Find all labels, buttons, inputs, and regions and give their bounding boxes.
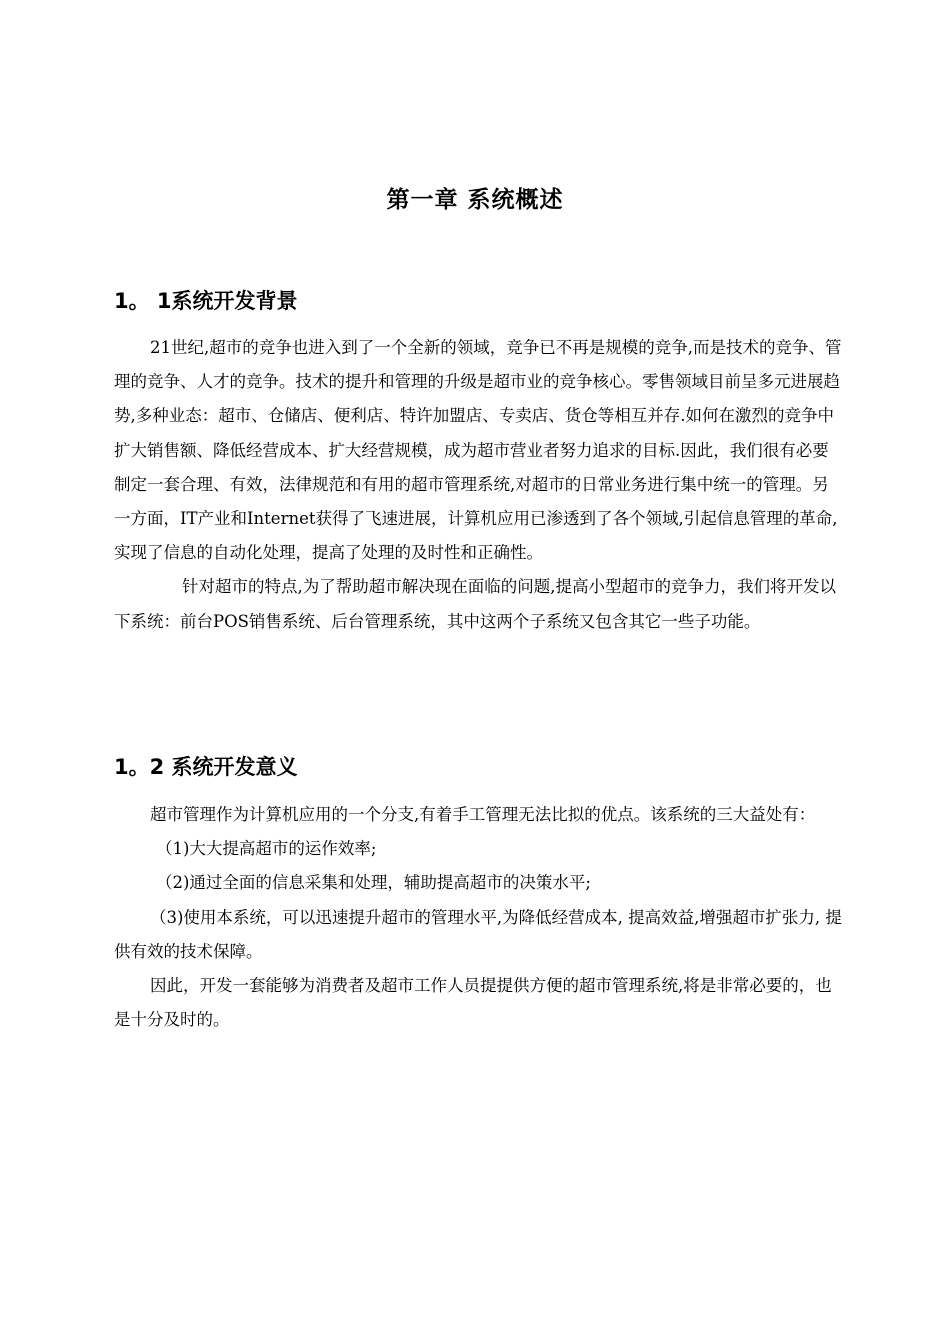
section-heading-background: 1。 1系统开发背景 (114, 289, 298, 313)
section-background-body (114, 331, 844, 639)
benefit-item: （3)使用本系统，可以迅速提升超市的管理水平,为降低经营成本, 提高效益,增强超市扩张力, 提供有效的技术保障。 (114, 907, 842, 961)
background-paragraph: 21世纪,超市的竞争也进入到了一个全新的领域，竞争已不再是规模的竞争,而是技术的竞争、管理的竞争、人才的竞争。技术的提升和管理的升级是超市业的竞争核心。零售领域目前呈多元进展趋势,多种业态：超市、仓储店、便利店、特许加盟店、专卖店、货仓等相互并存.如何在激烈的竞争中扩大销售额、降低经营成本、扩大经营规模，成为超市营业者努力追求的目标.因此，我们很有必要制定一套合理、有效，法律规范和有用的超市管理系统,对超市的日常业务进行集中统一的管理。另一方面，IT产业和Internet获得了飞速进展，计算机应用已渗透到了各个领域,引起信息管理的革命,实现了信息的自动化处理，提高了处理的及时性和正确性。 (114, 338, 842, 563)
section-significance-body (114, 798, 844, 1037)
background-paragraph-scope: 针对超市的特点,为了帮助超市解决现在面临的问题,提高小型超市的竞争力，我们将开发以下系统：前台POS销售系统、后台管理系统，其中这两个子系统又包含其它一些子功能。 (114, 577, 836, 631)
chapter-title: 第一章 系统概述 (386, 187, 564, 213)
section-heading-significance: 1。2 系统开发意义 (114, 755, 298, 779)
significance-intro: 超市管理作为计算机应用的一个分支,有着手工管理无法比拟的优点。该系统的三大益处有： (150, 805, 816, 824)
benefit-item: （1)大大提高超市的运作效率; (156, 839, 377, 859)
benefit-item: （2)通过全面的信息采集和处理，辅助提高超市的决策水平; (156, 873, 591, 893)
significance-conclusion: 因此，开发一套能够为消费者及超市工作人员提提供方便的超市管理系统,将是非常必要的，也是十分及时的。 (114, 976, 832, 1030)
